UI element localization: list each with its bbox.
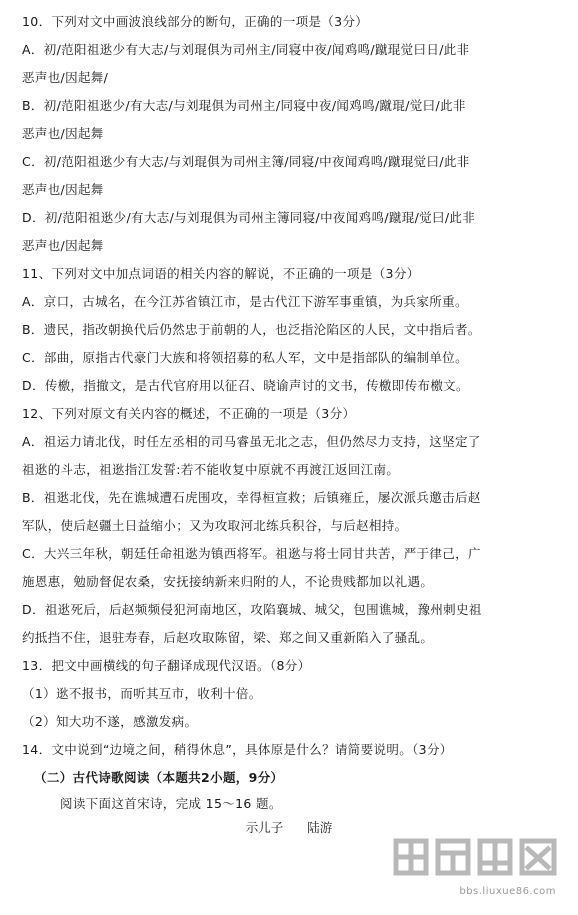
q10-option-c-line2: 恶声也/因起舞 xyxy=(22,182,104,197)
watermark xyxy=(390,835,560,897)
q10-option-d-line2: 恶声也/因起舞 xyxy=(22,238,104,253)
q13-stem: 13．把文中画横线的句子翻译成现代汉语。（8分） xyxy=(22,658,311,673)
q10-option-a-line2: 恶声也/因起舞/ xyxy=(22,70,109,85)
q11-option-a: A．京口，古城名，在今江苏省镇江市，是古代江下游军事重镇，为兵家所重。 xyxy=(22,294,468,309)
q12-option-b-line1: B．祖逖北伐，先在谯城遭石虎围攻，幸得桓宣救；后镇雍丘，屡次派兵邀击后赵 xyxy=(22,490,481,505)
q11-option-b: B．遗民，指改朝换代后仍然忠于前朝的人，也泛指沦陷区的人民，文中指后者。 xyxy=(22,322,481,337)
q12-option-d-line1: D．祖逖死后，后赵频频侵犯河南地区，攻陷襄城、城父，包围谯城，豫州刺史祖 xyxy=(22,602,482,617)
q10-option-b-line2: 恶声也/因起舞 xyxy=(22,126,104,141)
q13-sentence-1: （1）逖不报书，而听其互市，收利十倍。 xyxy=(22,686,262,701)
q12-option-b-line2: 军队，使后赵疆土日益缩小；又为攻取河北练兵积谷，与后赵相持。 xyxy=(22,518,408,533)
poem-author: 陆游 xyxy=(307,820,333,835)
q11-option-d: D．传檄，指撤文，是古代官府用以征召、晓谕声讨的文书，传檄即传布檄文。 xyxy=(22,378,469,393)
q14-stem: 14．文中说到“边境之间，稍得休息”，具体原是什么？请简要说明。（3分） xyxy=(22,742,453,757)
q10-option-c-line1: C．初/范阳祖逖少有大志/与刘琨俱为司州主簿/同寝/中夜闻鸡鸣/蹴琨觉曰/此非 xyxy=(22,154,470,169)
q12-option-d-line2: 约抵挡不住，退驻寿春，后赵攻取陈留，梁、郑之间又重新陷入了骚乱。 xyxy=(22,630,434,645)
q12-option-c-line2: 施恩惠，勉励督促农桑，安抚接纳新来归附的人，不论贵贱都加以礼遇。 xyxy=(22,574,434,589)
q10-option-b-line1: B．初/范阳祖逖少/有大志/与刘琨俱为司州主/同寝中夜/闻鸡鸣/蹴琨/觉曰/此非 xyxy=(22,98,466,113)
section2-heading: （二）古代诗歌阅读（本题共2小题，9分） xyxy=(34,770,284,785)
q12-stem: 12、下列对原文有关内容的概述，不正确的一项是（3分） xyxy=(22,406,356,421)
watermark-logo-icon xyxy=(390,835,560,879)
q12-option-c-line1: C．大兴三年秋，朝廷任命祖逖为镇西将军。祖逖与将士同甘共苦，严于律己，广 xyxy=(22,546,481,561)
q10-stem: 10．下列对文中画波浪线部分的断句，正确的一项是（3分） xyxy=(22,14,369,29)
q10-option-d-line1: D．初/范阳祖逖少/有大志/与刘琨俱为司州主簿同寝/中夜闻鸡鸣/蹴琨/觉曰/此非 xyxy=(22,210,476,225)
q12-option-a-line2: 祖逖的斗志，祖逖指江发誓:若不能收复中原就不再渡江返回江南。 xyxy=(22,462,400,477)
q11-option-c: C．部曲，原指古代豪门大族和将领招募的私人军，文中是指部队的编制单位。 xyxy=(22,350,468,365)
q10-option-a-line1: A．初/范阳祖逖少有大志/与刘琨俱为司州主/同寝中夜/闻鸡鸣/蹴琨觉曰日/此非 xyxy=(22,42,470,57)
q11-stem: 11、下列对文中加点词语的相关内容的解说，不正确的一项是（3分） xyxy=(22,266,420,281)
section2-intro: 阅读下面这首宋诗，完成 15～16 题。 xyxy=(60,796,282,811)
poem-title: 示儿子 xyxy=(245,820,284,835)
q12-option-a-line1: A．祖运力请北伐，时任左丞相的司马睿虽无北之志，但仍然尽力支持，这坚定了 xyxy=(22,434,481,449)
watermark-url: bbs.liuxue86.com xyxy=(459,886,556,897)
q13-sentence-2: （2）知大功不遂，感激发病。 xyxy=(22,714,198,729)
poem-header xyxy=(0,820,578,836)
